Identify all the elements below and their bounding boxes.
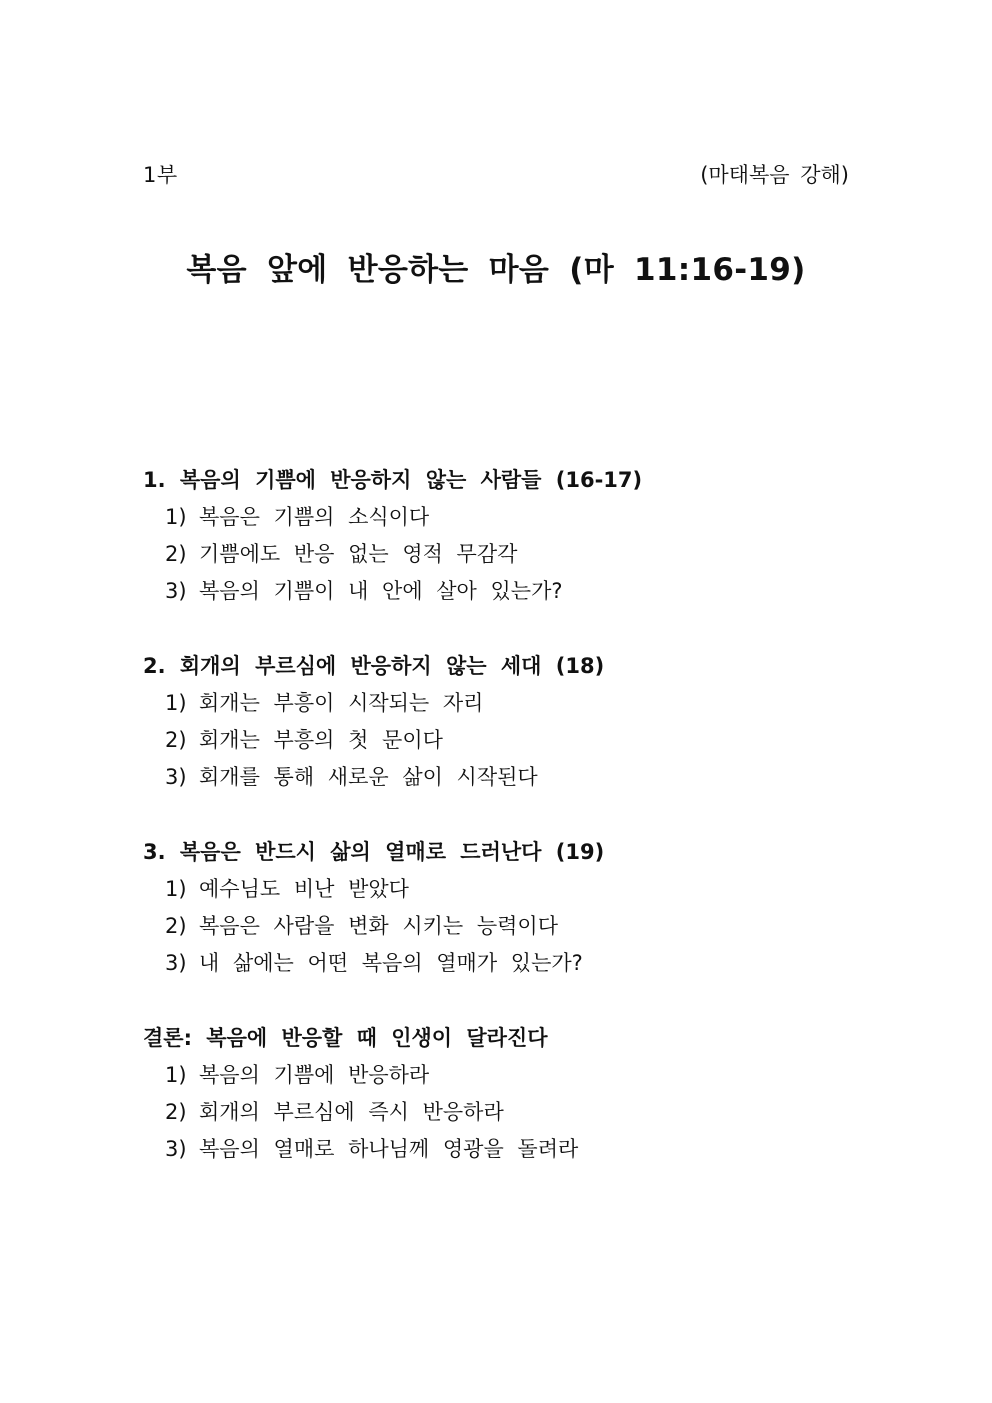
section-heading: 1. 복음의 기쁨에 반응하지 않는 사람들 (16-17) xyxy=(143,468,643,492)
list-item xyxy=(143,1131,903,1168)
sermon-title: 복음 앞에 반응하는 마음 (마 11:16-19) xyxy=(186,252,806,288)
item-text: 예수님도 비난 받았다 xyxy=(199,877,409,901)
item-text: 복음의 기쁨에 반응하라 xyxy=(199,1063,430,1087)
item-text: 회개를 통해 새로운 삶이 시작된다 xyxy=(199,765,538,789)
list-item xyxy=(143,1094,903,1131)
list-item xyxy=(143,722,903,759)
outline-section-3 xyxy=(143,834,903,982)
list-item xyxy=(143,759,903,796)
item-text: 복음은 사람을 변화 시키는 능력이다 xyxy=(199,914,558,938)
item-number: 3) xyxy=(165,765,187,789)
list-item xyxy=(143,908,903,945)
item-text: 내 삶에는 어떤 복음의 열매가 있는가? xyxy=(199,951,583,975)
list-item xyxy=(143,573,903,610)
item-text: 복음의 기쁨이 내 안에 살아 있는가? xyxy=(199,579,563,603)
outline-section-1 xyxy=(143,462,903,610)
list-item xyxy=(143,1057,903,1094)
item-text: 회개는 부흥의 첫 문이다 xyxy=(199,728,443,752)
list-item xyxy=(143,685,903,722)
item-number: 2) xyxy=(165,914,187,938)
item-number: 1) xyxy=(165,691,187,715)
item-text: 복음의 열매로 하나님께 영광을 돌려라 xyxy=(199,1137,579,1161)
item-number: 2) xyxy=(165,728,187,752)
section-heading: 결론: 복음에 반응할 때 인생이 달라진다 xyxy=(143,1026,548,1050)
item-number: 3) xyxy=(165,1137,187,1161)
item-number: 2) xyxy=(165,1100,187,1124)
item-number: 1) xyxy=(165,505,187,529)
sermon-outline xyxy=(143,462,903,1206)
section-heading: 3. 복음은 반드시 삶의 열매로 드러난다 (19) xyxy=(143,840,605,864)
series-label: (마태복음 강해) xyxy=(700,163,849,187)
item-text: 기쁨에도 반응 없는 영적 무감각 xyxy=(199,542,518,566)
list-item xyxy=(143,536,903,573)
item-text: 복음은 기쁨의 소식이다 xyxy=(199,505,430,529)
item-number: 3) xyxy=(165,951,187,975)
item-number: 2) xyxy=(165,542,187,566)
item-number: 1) xyxy=(165,1063,187,1087)
outline-conclusion xyxy=(143,1020,903,1168)
item-text: 회개는 부흥이 시작되는 자리 xyxy=(199,691,484,715)
outline-section-2 xyxy=(143,648,903,796)
section-heading: 2. 회개의 부르심에 반응하지 않는 세대 (18) xyxy=(143,654,605,678)
item-text: 회개의 부르심에 즉시 반응하라 xyxy=(199,1100,504,1124)
list-item xyxy=(143,945,903,982)
part-label: 1부 xyxy=(143,163,178,187)
item-number: 3) xyxy=(165,579,187,603)
list-item xyxy=(143,871,903,908)
list-item xyxy=(143,499,903,536)
item-number: 1) xyxy=(165,877,187,901)
